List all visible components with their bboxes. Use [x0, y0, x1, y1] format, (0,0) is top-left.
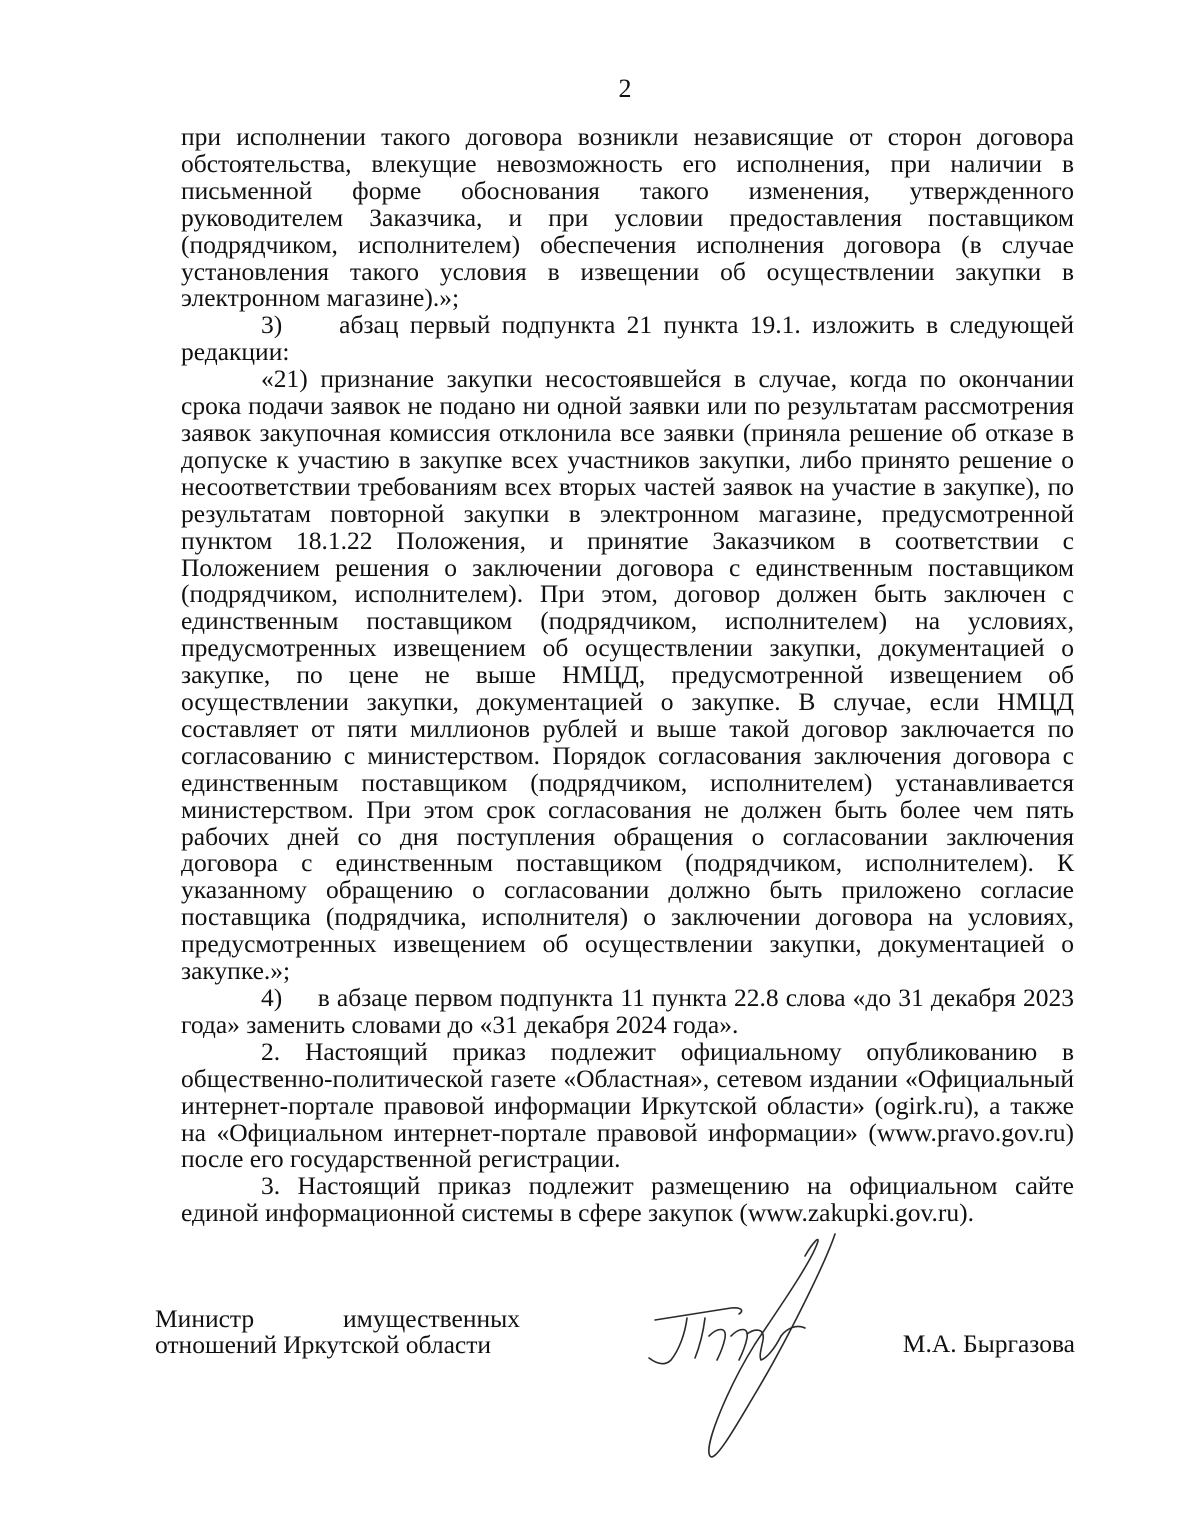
- paragraph-clause-3: 3. Настоящий приказ подлежит размещению на официальном сайте единой информационной системы в сфере закупок (www.zakupki.gov.ru).: [181, 1171, 1074, 1228]
- signer-title-word-2: имущественных: [343, 1304, 520, 1333]
- signature-block: [155, 1306, 1075, 1466]
- paragraph-continuation: при исполнении такого договора возникли независящие от сторон договора обстоятельства, влекущие невозможность его исполнения, при наличии в письменной форме обоснования такого изменения, утвержденного руководителем Заказчика, и при условии предоставления поставщиком (подрядчиком, исполнителем) обеспечения исполнения договора (в случае установления такого условия в извещении об осуществлении закупки в электронном магазине).»;: [181, 122, 1074, 313]
- paragraph-item-3: 3) абзац первый подпункта 21 пункта 19.1. изложить в следующей редакции:: [181, 310, 1081, 367]
- handwritten-signature: [635, 1224, 865, 1464]
- paragraph-item-4: 4) в абзаце первом подпункта 11 пункта 22.8 слова «до 31 декабря 2023 года» заменить словами до «31 декабря 2024 года».: [181, 983, 1081, 1039]
- signer-title-line-2: отношений Иркутской области: [155, 1330, 492, 1359]
- signer-title: [155, 1306, 520, 1358]
- signer-name: М.А. Быргазова: [902, 1329, 1075, 1358]
- signer-title-line-1: [155, 1306, 520, 1332]
- paragraph-quoted-item-21: «21) признание закупки несостоявшейся в случае, когда по окончании срока подачи заявок не подано ни одной заявки или по результатам рассмотрения заявок закупочная комиссия отклонила все заявки (приняла решение об отказе в допуске к участию в закупке всех участников закупки, либо принято решение о несоответствии требованиям всех вторых частей заявок на участие в закупке), по результатам повторной закупки в электронном магазине, предусмотренной пунктом 18.1.22 Положения, и принятие Заказчиком в соответствии с Положением решения о заключении договора с единственным поставщиком (подрядчиком, исполнителем). При этом, договор должен быть заключен с единственным поставщиком (подрядчиком, исполнителем) на условиях, предусмотренных извещением об осуществлении закупки, документацией о закупке, по цене не выше НМЦД, предусмотренной извещением об осуществлении закупки, документацией о закупке. В случае, если НМЦД составляет от пяти миллионов рублей и выше такой договор заключается по согласованию с министерством. Порядок согласования заключения договора с единственным поставщиком (подрядчиком, исполнителем) устанавливается министерством. При этом срок согласования не должен быть более чем пять рабочих дней со дня поступления обращения о согласовании заключения договора с единственным поставщиком (подрядчиком, исполнителем). К указанному обращению о согласовании должно быть приложено согласие поставщика (подрядчика, исполнителя) о заключении договора на условиях, предусмотренных извещением об осуществлении закупки, документацией о закупке.»;: [181, 364, 1074, 986]
- signer-title-word-1: Министр: [155, 1304, 255, 1333]
- document-body: [181, 122, 1081, 1228]
- page-number: 2: [618, 74, 632, 103]
- paragraph-clause-2: 2. Настоящий приказ подлежит официальному опубликованию в общественно-политической газете «Областная», сетевом издании «Официальный интернет-портале правовой информации Иркутской области» (ogirk.ru), а также на «Официальном интернет-портале правовой информации» (www.pravo.gov.ru) после его государственной регистрации.: [181, 1036, 1074, 1174]
